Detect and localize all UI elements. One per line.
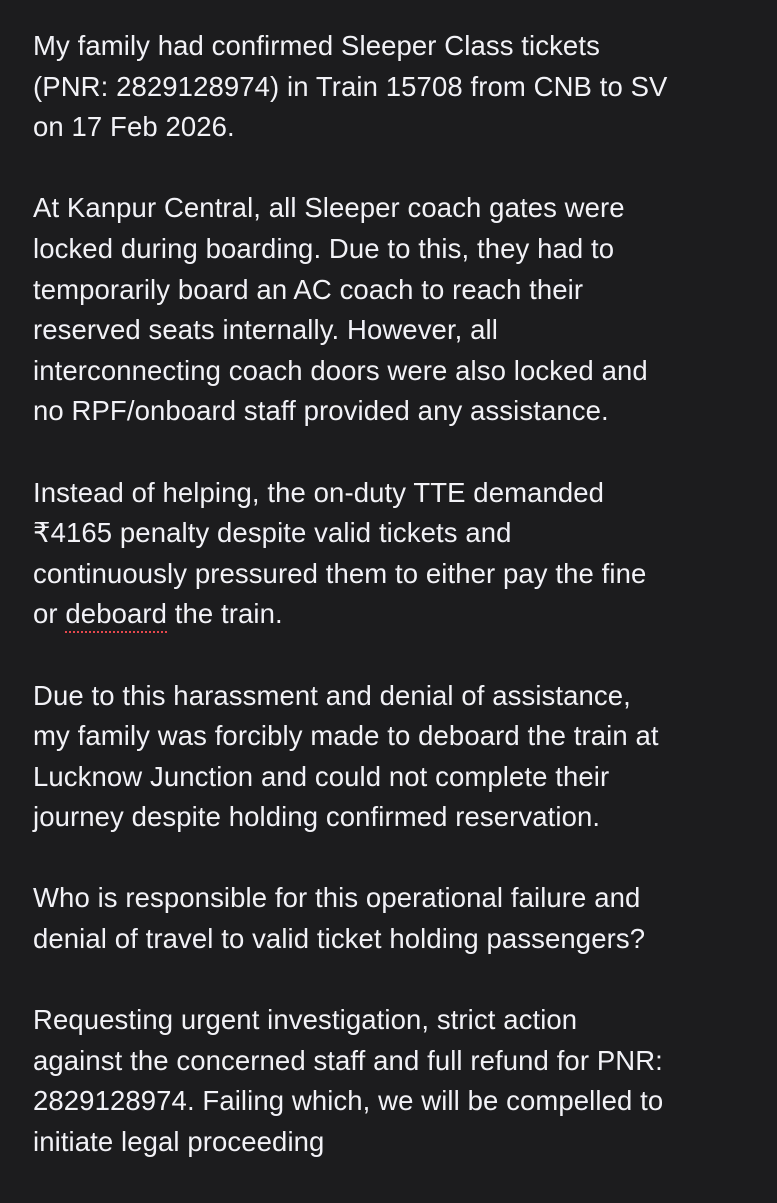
- note-line: my family was forcibly made to deboard the train at: [33, 720, 659, 752]
- note-line: against the concerned staff and full refund for PNR:: [33, 1044, 663, 1076]
- note-line: Lucknow Junction and could not complete their: [33, 760, 610, 792]
- note-line: continuously pressured them to either pay the fine: [33, 557, 647, 589]
- note-paragraph-locked-gates: [33, 188, 753, 432]
- note-line: Requesting urgent investigation, strict action: [33, 1004, 578, 1036]
- note-text-fragment: the train.: [167, 598, 283, 630]
- note-text-fragment: or: [33, 598, 66, 630]
- note-line: reserved seats internally. However, all: [33, 314, 498, 346]
- note-line: My family had confirmed Sleeper Class tickets: [33, 30, 600, 61]
- note-line: no RPF/onboard staff provided any assistance.: [33, 395, 609, 427]
- note-line: denial of travel to valid ticket holding passengers?: [33, 923, 646, 955]
- note-line: (PNR: 2829128974) in Train 15708 from CNB to SV: [33, 70, 668, 102]
- note-line: journey despite holding confirmed reservation.: [33, 801, 601, 833]
- note-line: [33, 594, 753, 635]
- note-line: Instead of helping, the on-duty TTE demanded: [33, 476, 605, 508]
- note-body[interactable]: [33, 26, 753, 1203]
- note-line: 2829128974. Failing which, we will be compelled to: [33, 1085, 664, 1117]
- note-line: ₹4165 penalty despite valid tickets and: [33, 517, 512, 549]
- note-paragraph-deboarded: [33, 676, 753, 838]
- note-line: temporarily board an AC coach to reach their: [33, 273, 584, 305]
- note-paragraph-trip-details: [33, 26, 753, 148]
- note-paragraph-tte-penalty: [33, 473, 753, 635]
- note-paragraph-question: [33, 878, 753, 959]
- note-line: on 17 Feb 2026.: [33, 111, 235, 143]
- note-line: At Kanpur Central, all Sleeper coach gates were: [33, 192, 625, 224]
- note-line: interconnecting coach doors were also locked and: [33, 354, 648, 386]
- note-line: Due to this harassment and denial of assistance,: [33, 679, 631, 711]
- note-paragraph-request: [33, 1000, 753, 1162]
- note-line: Who is responsible for this operational failure and: [33, 882, 641, 914]
- note-line: initiate legal proceeding: [33, 1126, 325, 1158]
- spellcheck-flagged-word[interactable]: deboard: [65, 598, 168, 630]
- note-line: locked during boarding. Due to this, they had to: [33, 232, 615, 264]
